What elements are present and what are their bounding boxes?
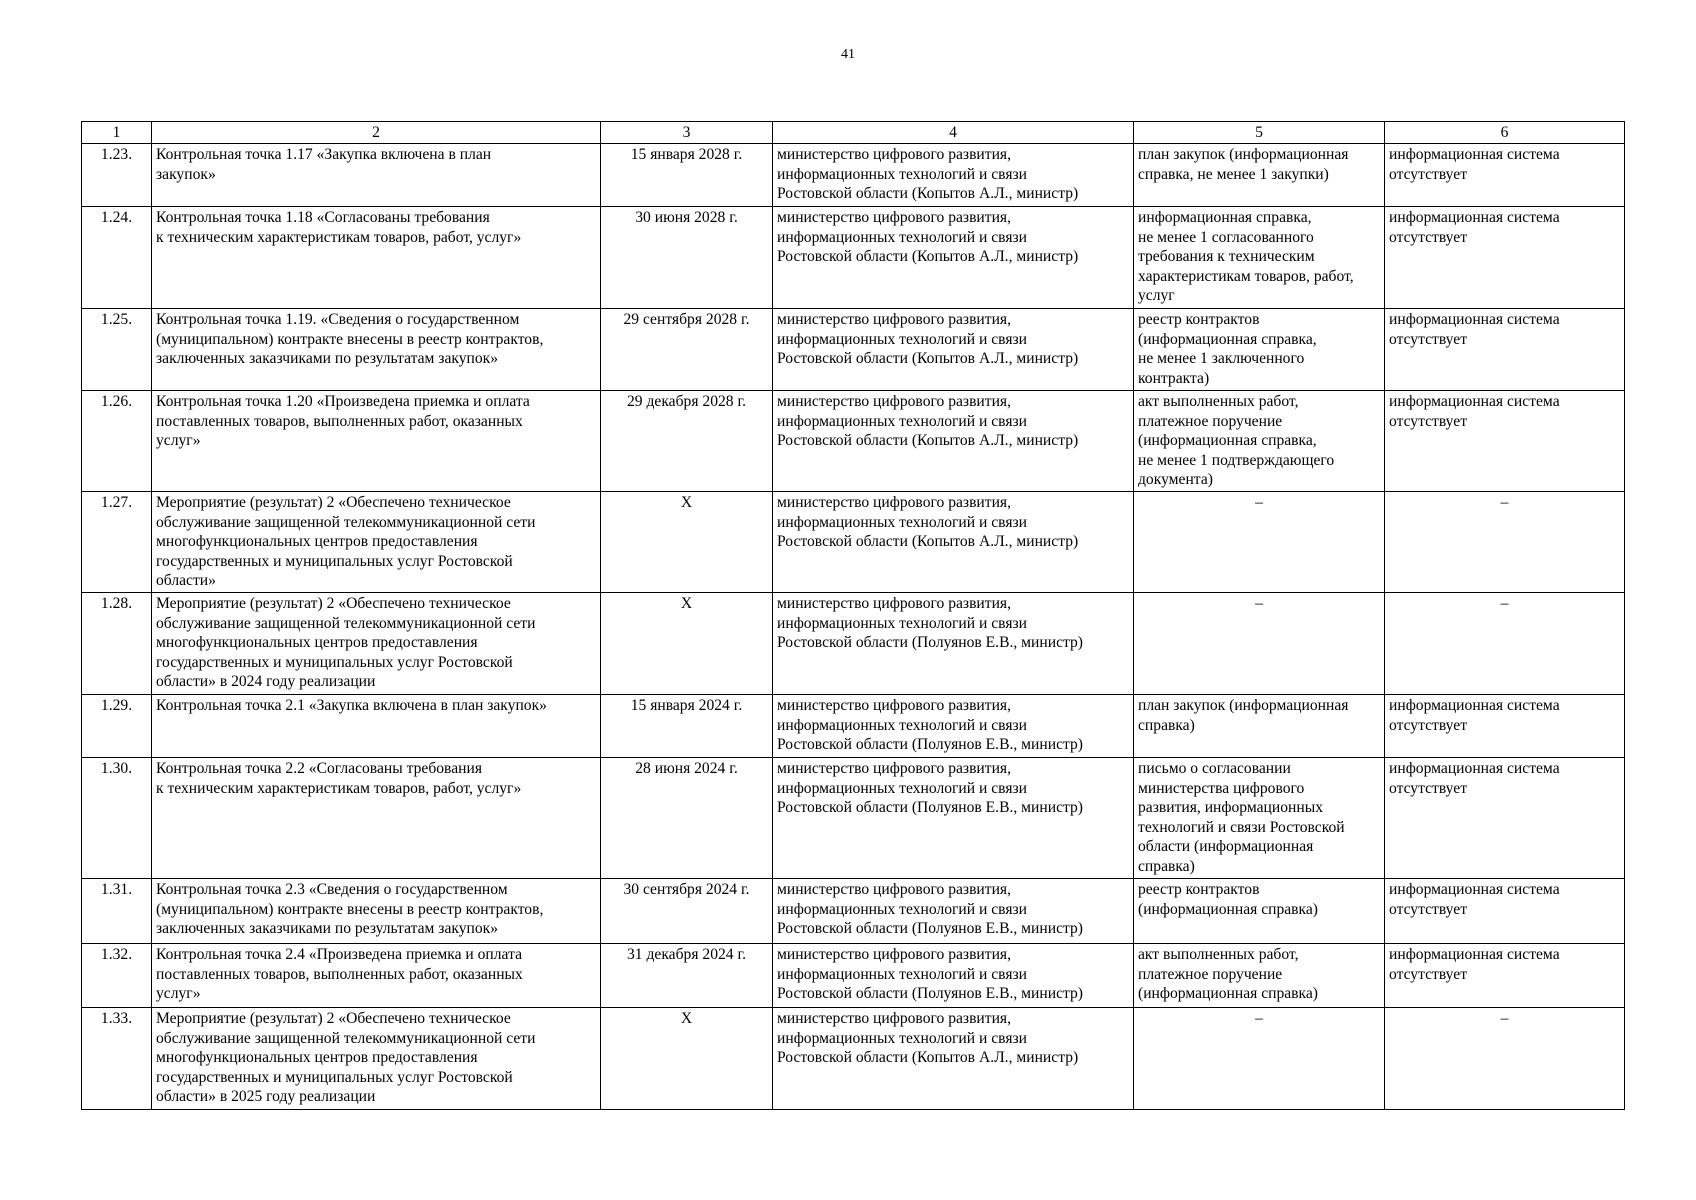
row-name <box>152 944 601 1008</box>
cell-line: акт выполненных работ, <box>1138 393 1299 410</box>
cell-line: государственных и муниципальных услуг Ростовской <box>156 1068 513 1086</box>
row-document <box>1134 492 1385 593</box>
row-date: 30 сентября 2024 г. <box>601 879 773 944</box>
cell-line: – <box>1255 494 1263 511</box>
cell-line: министерство цифрового развития, <box>777 311 1012 328</box>
row-responsible <box>773 144 1134 207</box>
cell-line: Контрольная точка 1.19. «Сведения о государственном <box>156 311 520 328</box>
row-date: 30 июня 2028 г. <box>601 207 773 309</box>
row-system <box>1385 758 1625 879</box>
cell-line: государственных и муниципальных услуг Ростовской <box>156 653 513 671</box>
cell-line: заключенных заказчиками по результатам закупок» <box>156 350 499 367</box>
cell-line: требования к техническим <box>1138 248 1315 265</box>
cell-line: информационная система <box>1389 146 1560 163</box>
table-body <box>82 144 1625 1110</box>
cell-line: поставленных товаров, выполненных работ, оказанных <box>156 412 523 430</box>
row-responsible <box>773 207 1134 309</box>
cell-line: акт выполненных работ, <box>1138 946 1299 963</box>
cell-line: – <box>1255 595 1263 612</box>
row-document <box>1134 695 1385 758</box>
cell-line: отсутствует <box>1389 330 1468 348</box>
cell-line: письмо о согласовании <box>1138 760 1291 777</box>
row-number: 1.32. <box>82 944 152 1008</box>
cell-line: министерство цифрового развития, <box>777 881 1012 898</box>
row-responsible <box>773 309 1134 391</box>
row-system <box>1385 593 1625 695</box>
cell-line: Ростовской области (Копытов А.Л., министр) <box>777 1049 1079 1066</box>
table-row <box>82 144 1625 207</box>
row-system <box>1385 695 1625 758</box>
cell-line: министерство цифрового развития, <box>777 946 1012 963</box>
row-name <box>152 492 601 593</box>
row-system <box>1385 944 1625 1008</box>
cell-line: многофункциональных центров предоставления <box>156 1049 478 1066</box>
row-date: X <box>601 1008 773 1110</box>
cell-line: Мероприятие (результат) 2 «Обеспечено техническое <box>156 494 511 511</box>
cell-line: государственных и муниципальных услуг Ростовской <box>156 552 513 570</box>
cell-line: (информационная справка, <box>1138 432 1317 449</box>
row-document <box>1134 207 1385 309</box>
row-number: 1.24. <box>82 207 152 309</box>
cell-line: информационных технологий и связи <box>777 614 1028 632</box>
row-responsible <box>773 695 1134 758</box>
cell-line: министерство цифрового развития, <box>777 209 1012 226</box>
table-row <box>82 695 1625 758</box>
cell-line: контракта) <box>1138 369 1210 387</box>
plan-table <box>81 121 1625 1110</box>
cell-line: характеристикам товаров, работ, <box>1138 267 1354 285</box>
cell-line: – <box>1255 1010 1263 1027</box>
cell-line: Контрольная точка 2.4 «Произведена приемка и оплата <box>156 946 522 963</box>
row-number: 1.30. <box>82 758 152 879</box>
row-responsible <box>773 758 1134 879</box>
cell-line: министерства цифрового <box>1138 779 1305 797</box>
cell-line: Ростовской области (Полуянов Е.В., министр) <box>777 920 1083 937</box>
row-system <box>1385 207 1625 309</box>
row-name <box>152 695 601 758</box>
cell-line: информационных технологий и связи <box>777 228 1028 246</box>
row-number: 1.31. <box>82 879 152 944</box>
cell-line: информационных технологий и связи <box>777 330 1028 348</box>
cell-line: Ростовской области (Полуянов Е.В., министр) <box>777 985 1083 1002</box>
cell-line: министерство цифрового развития, <box>777 146 1012 163</box>
row-responsible <box>773 944 1134 1008</box>
row-document <box>1134 144 1385 207</box>
cell-line: реестр контрактов <box>1138 881 1260 898</box>
row-name <box>152 879 601 944</box>
row-document <box>1134 758 1385 879</box>
cell-line: заключенных заказчиками по результатам закупок» <box>156 920 499 937</box>
cell-line: области» в 2025 году реализации <box>156 1088 376 1105</box>
cell-line: информационных технологий и связи <box>777 513 1028 531</box>
header-col-5: 5 <box>1134 122 1385 144</box>
cell-line: (муниципальном) контракте внесены в реестр контрактов, <box>156 900 544 918</box>
cell-line: министерство цифрового развития, <box>777 697 1012 714</box>
row-date: X <box>601 593 773 695</box>
cell-line: (информационная справка) <box>1138 900 1318 918</box>
row-date: 28 июня 2024 г. <box>601 758 773 879</box>
row-system <box>1385 1008 1625 1110</box>
header-col-2: 2 <box>152 122 601 144</box>
cell-line: не менее 1 подтверждающего <box>1138 451 1335 469</box>
cell-line: информационная система <box>1389 209 1560 226</box>
header-col-3: 3 <box>601 122 773 144</box>
cell-line: обслуживание защищенной телекоммуникационной сети <box>156 614 536 632</box>
row-responsible <box>773 492 1134 593</box>
row-document <box>1134 391 1385 492</box>
cell-line: документа) <box>1138 471 1213 488</box>
cell-line: информационных технологий и связи <box>777 716 1028 734</box>
row-date: 31 декабря 2024 г. <box>601 944 773 1008</box>
row-name <box>152 391 601 492</box>
table-row <box>82 758 1625 879</box>
cell-line: поставленных товаров, выполненных работ, оказанных <box>156 965 523 983</box>
cell-line: многофункциональных центров предоставления <box>156 634 478 651</box>
cell-line: не менее 1 согласованного <box>1138 228 1314 246</box>
cell-line: отсутствует <box>1389 228 1468 246</box>
table-row <box>82 309 1625 391</box>
row-system <box>1385 879 1625 944</box>
cell-line: – <box>1500 595 1509 612</box>
row-number: 1.33. <box>82 1008 152 1110</box>
row-number: 1.23. <box>82 144 152 207</box>
cell-line: информационная система <box>1389 393 1560 410</box>
table-row <box>82 944 1625 1008</box>
cell-line: обслуживание защищенной телекоммуникационной сети <box>156 1029 536 1047</box>
cell-line: платежное поручение <box>1138 965 1283 983</box>
cell-line: министерство цифрового развития, <box>777 760 1012 777</box>
cell-line: информационная система <box>1389 881 1560 898</box>
cell-line: отсутствует <box>1389 716 1468 734</box>
cell-line: информационных технологий и связи <box>777 165 1028 183</box>
cell-line: Ростовской области (Полуянов Е.В., министр) <box>777 799 1083 816</box>
cell-line: (информационная справка, <box>1138 330 1317 348</box>
cell-line: Ростовской области (Копытов А.Л., министр) <box>777 185 1079 202</box>
cell-line: Ростовской области (Копытов А.Л., министр) <box>777 248 1079 265</box>
cell-line: Ростовской области (Полуянов Е.В., министр) <box>777 634 1083 651</box>
cell-line: платежное поручение <box>1138 412 1283 430</box>
cell-line: Ростовской области (Копытов А.Л., министр) <box>777 432 1079 449</box>
cell-line: не менее 1 заключенного <box>1138 350 1305 367</box>
table-row <box>82 492 1625 593</box>
cell-line: информационных технологий и связи <box>777 779 1028 797</box>
cell-line: информационных технологий и связи <box>777 412 1028 430</box>
cell-line: справка) <box>1138 857 1195 875</box>
row-system <box>1385 492 1625 593</box>
row-document <box>1134 944 1385 1008</box>
cell-line: информационных технологий и связи <box>777 965 1028 983</box>
row-name <box>152 1008 601 1110</box>
cell-line: Ростовской области (Копытов А.Л., министр) <box>777 533 1079 550</box>
row-name <box>152 758 601 879</box>
cell-line: информационная система <box>1389 946 1560 963</box>
row-document <box>1134 593 1385 695</box>
header-col-6: 6 <box>1385 122 1625 144</box>
cell-line: – <box>1500 494 1509 511</box>
cell-line: отсутствует <box>1389 412 1468 430</box>
cell-line: информационная справка, <box>1138 209 1312 226</box>
cell-line: министерство цифрового развития, <box>777 393 1012 410</box>
cell-line: информационная система <box>1389 697 1560 714</box>
row-name <box>152 593 601 695</box>
cell-line: Контрольная точка 1.18 «Согласованы требования <box>156 209 490 226</box>
row-name <box>152 309 601 391</box>
cell-line: Ростовской области (Полуянов Е.В., министр) <box>777 736 1083 753</box>
table-row <box>82 391 1625 492</box>
cell-line: справка, не менее 1 закупки) <box>1138 165 1329 183</box>
cell-line: информационная система <box>1389 760 1560 777</box>
cell-line: информационных технологий и связи <box>777 900 1028 918</box>
row-number: 1.28. <box>82 593 152 695</box>
row-date: 15 января 2024 г. <box>601 695 773 758</box>
cell-line: Контрольная точка 2.2 «Согласованы требования <box>156 760 482 777</box>
cell-line: услуг» <box>156 985 201 1002</box>
row-document <box>1134 879 1385 944</box>
cell-line: Мероприятие (результат) 2 «Обеспечено техническое <box>156 595 511 612</box>
row-date: 29 сентября 2028 г. <box>601 309 773 391</box>
row-responsible <box>773 879 1134 944</box>
cell-line: Контрольная точка 2.1 «Закупка включена в план закупок» <box>156 697 547 714</box>
cell-line: Контрольная точка 1.17 «Закупка включена в план <box>156 146 492 163</box>
table-row <box>82 1008 1625 1110</box>
cell-line: отсутствует <box>1389 165 1468 183</box>
cell-line: информационных технологий и связи <box>777 1029 1028 1047</box>
row-date: 29 декабря 2028 г. <box>601 391 773 492</box>
header-row <box>82 122 1625 144</box>
row-document <box>1134 1008 1385 1110</box>
cell-line: план закупок (информационная <box>1138 146 1349 163</box>
cell-line: отсутствует <box>1389 965 1468 983</box>
cell-line: министерство цифрового развития, <box>777 595 1012 612</box>
row-number: 1.27. <box>82 492 152 593</box>
row-name <box>152 144 601 207</box>
row-date: 15 января 2028 г. <box>601 144 773 207</box>
cell-line: развития, информационных <box>1138 799 1324 816</box>
table-row <box>82 879 1625 944</box>
row-responsible <box>773 593 1134 695</box>
cell-line: многофункциональных центров предоставления <box>156 533 478 550</box>
cell-line: (муниципальном) контракте внесены в реестр контрактов, <box>156 330 544 348</box>
row-document <box>1134 309 1385 391</box>
cell-line: к техническим характеристикам товаров, работ, услуг» <box>156 779 522 797</box>
cell-line: Мероприятие (результат) 2 «Обеспечено техническое <box>156 1010 511 1027</box>
cell-line: реестр контрактов <box>1138 311 1260 328</box>
row-date: X <box>601 492 773 593</box>
cell-line: отсутствует <box>1389 900 1468 918</box>
cell-line: услуг» <box>156 432 201 449</box>
cell-line: министерство цифрового развития, <box>777 1010 1012 1027</box>
row-system <box>1385 144 1625 207</box>
cell-line: закупок» <box>156 165 216 183</box>
cell-line: справка) <box>1138 716 1195 734</box>
cell-line: план закупок (информационная <box>1138 697 1349 714</box>
row-responsible <box>773 1008 1134 1110</box>
table-row <box>82 593 1625 695</box>
cell-line: информационная система <box>1389 311 1560 328</box>
row-system <box>1385 309 1625 391</box>
page-number: 41 <box>841 47 855 62</box>
cell-line: технологий и связи Ростовской <box>1138 818 1345 836</box>
row-name <box>152 207 601 309</box>
cell-line: министерство цифрового развития, <box>777 494 1012 511</box>
cell-line: Контрольная точка 2.3 «Сведения о государственном <box>156 881 508 898</box>
cell-line: отсутствует <box>1389 779 1468 797</box>
cell-line: Контрольная точка 1.20 «Произведена приемка и оплата <box>156 393 530 410</box>
cell-line: (информационная справка) <box>1138 985 1318 1002</box>
cell-line: к техническим характеристикам товаров, работ, услуг» <box>156 228 522 246</box>
cell-line: области» <box>156 572 216 589</box>
cell-line: области (информационная <box>1138 838 1314 855</box>
cell-line: области» в 2024 году реализации <box>156 673 376 690</box>
row-number: 1.25. <box>82 309 152 391</box>
header-col-4: 4 <box>773 122 1134 144</box>
row-number: 1.29. <box>82 695 152 758</box>
row-system <box>1385 391 1625 492</box>
header-col-1: 1 <box>82 122 152 144</box>
row-responsible <box>773 391 1134 492</box>
table-row <box>82 207 1625 309</box>
cell-line: услуг <box>1138 287 1175 304</box>
cell-line: обслуживание защищенной телекоммуникационной сети <box>156 513 536 531</box>
cell-line: Ростовской области (Копытов А.Л., министр) <box>777 350 1079 367</box>
row-number: 1.26. <box>82 391 152 492</box>
cell-line: – <box>1500 1010 1509 1027</box>
